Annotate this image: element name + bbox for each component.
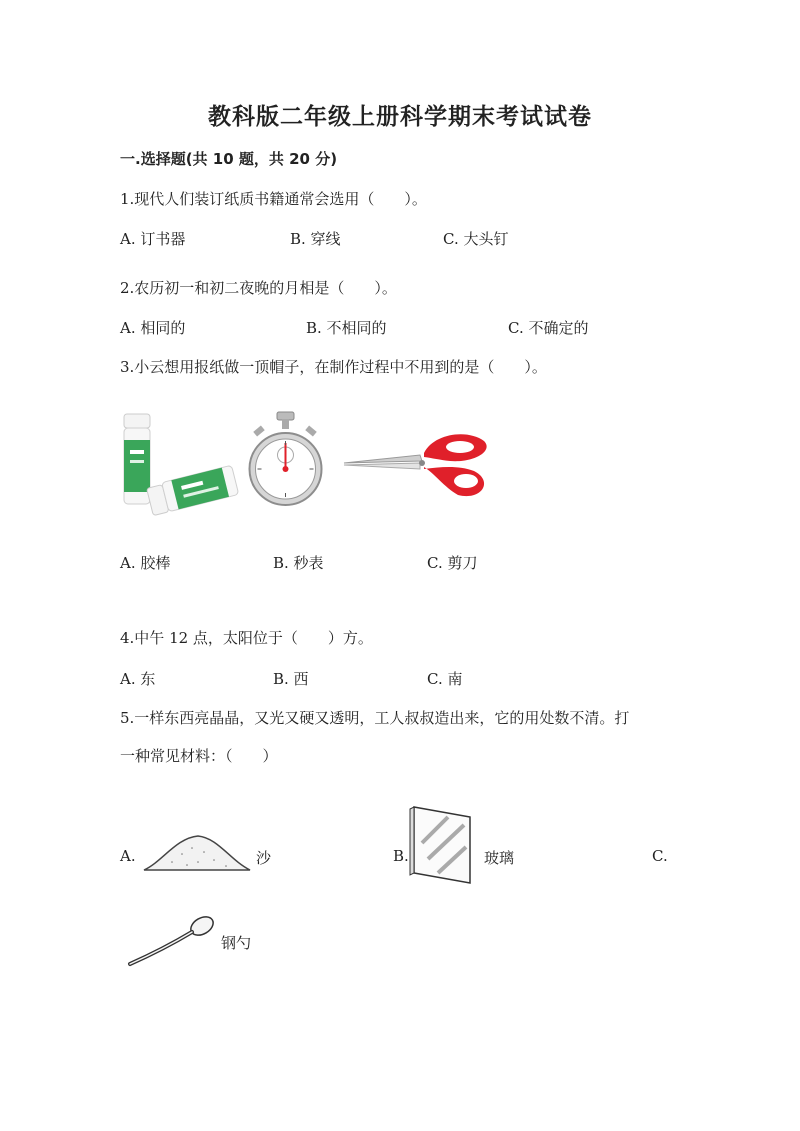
question-1-stem: 1.现代人们装订纸质书籍通常会选用（ ）。 [120,190,427,208]
question-5-option-b-word: 玻璃 [484,849,515,867]
page-title: 教科版二年级上册科学期末考试试卷 [208,104,592,130]
question-5-option-a-word: 沙 [256,849,272,867]
scissors-icon [342,425,492,500]
question-3-stem: 3.小云想用报纸做一顶帽子，在制作过程中不用到的是（ ）。 [120,358,547,376]
question-2-option-b[interactable]: B. 不相同的 [306,319,387,337]
question-5-option-b[interactable]: B. [393,847,409,865]
sand-pile-icon [142,832,252,874]
question-3-option-c[interactable]: C. 剪刀 [427,554,478,572]
question-5-option-c-word: 钢勺 [221,934,252,952]
glass-pane-icon [408,803,476,885]
question-3-option-b[interactable]: B. 秒表 [273,554,324,572]
question-2-option-a[interactable]: A. 相同的 [120,319,186,337]
stopwatch-icon [248,410,323,510]
question-4-option-c[interactable]: C. 南 [427,670,463,688]
question-3-option-a[interactable]: A. 胶棒 [120,554,171,572]
glue-stick-icon [118,410,240,510]
question-5-option-a[interactable]: A. [120,847,136,865]
question-1-option-c[interactable]: C. 大头钉 [443,230,509,248]
question-4-option-a[interactable]: A. 东 [120,670,156,688]
question-4-stem: 4.中午 12 点，太阳位于（ ）方。 [120,629,373,647]
section-heading: 一.选择题(共 10 题，共 20 分) [120,150,338,168]
question-5-stem-line-1: 5.一样东西亮晶晶，又光又硬又透明，工人叔叔造出来，它的用处数不清。打 [120,709,630,727]
question-2-option-c[interactable]: C. 不确定的 [508,319,589,337]
question-1-option-b[interactable]: B. 穿线 [290,230,341,248]
question-2-stem: 2.农历初一和初二夜晚的月相是（ ）。 [120,279,397,297]
spoon-icon [122,912,217,970]
question-5-option-c[interactable]: C. [652,847,668,865]
question-5-stem-line-2: 一种常见材料：（ ） [120,747,278,765]
question-1-option-a[interactable]: A. 订书器 [120,230,186,248]
question-4-option-b[interactable]: B. 西 [273,670,309,688]
